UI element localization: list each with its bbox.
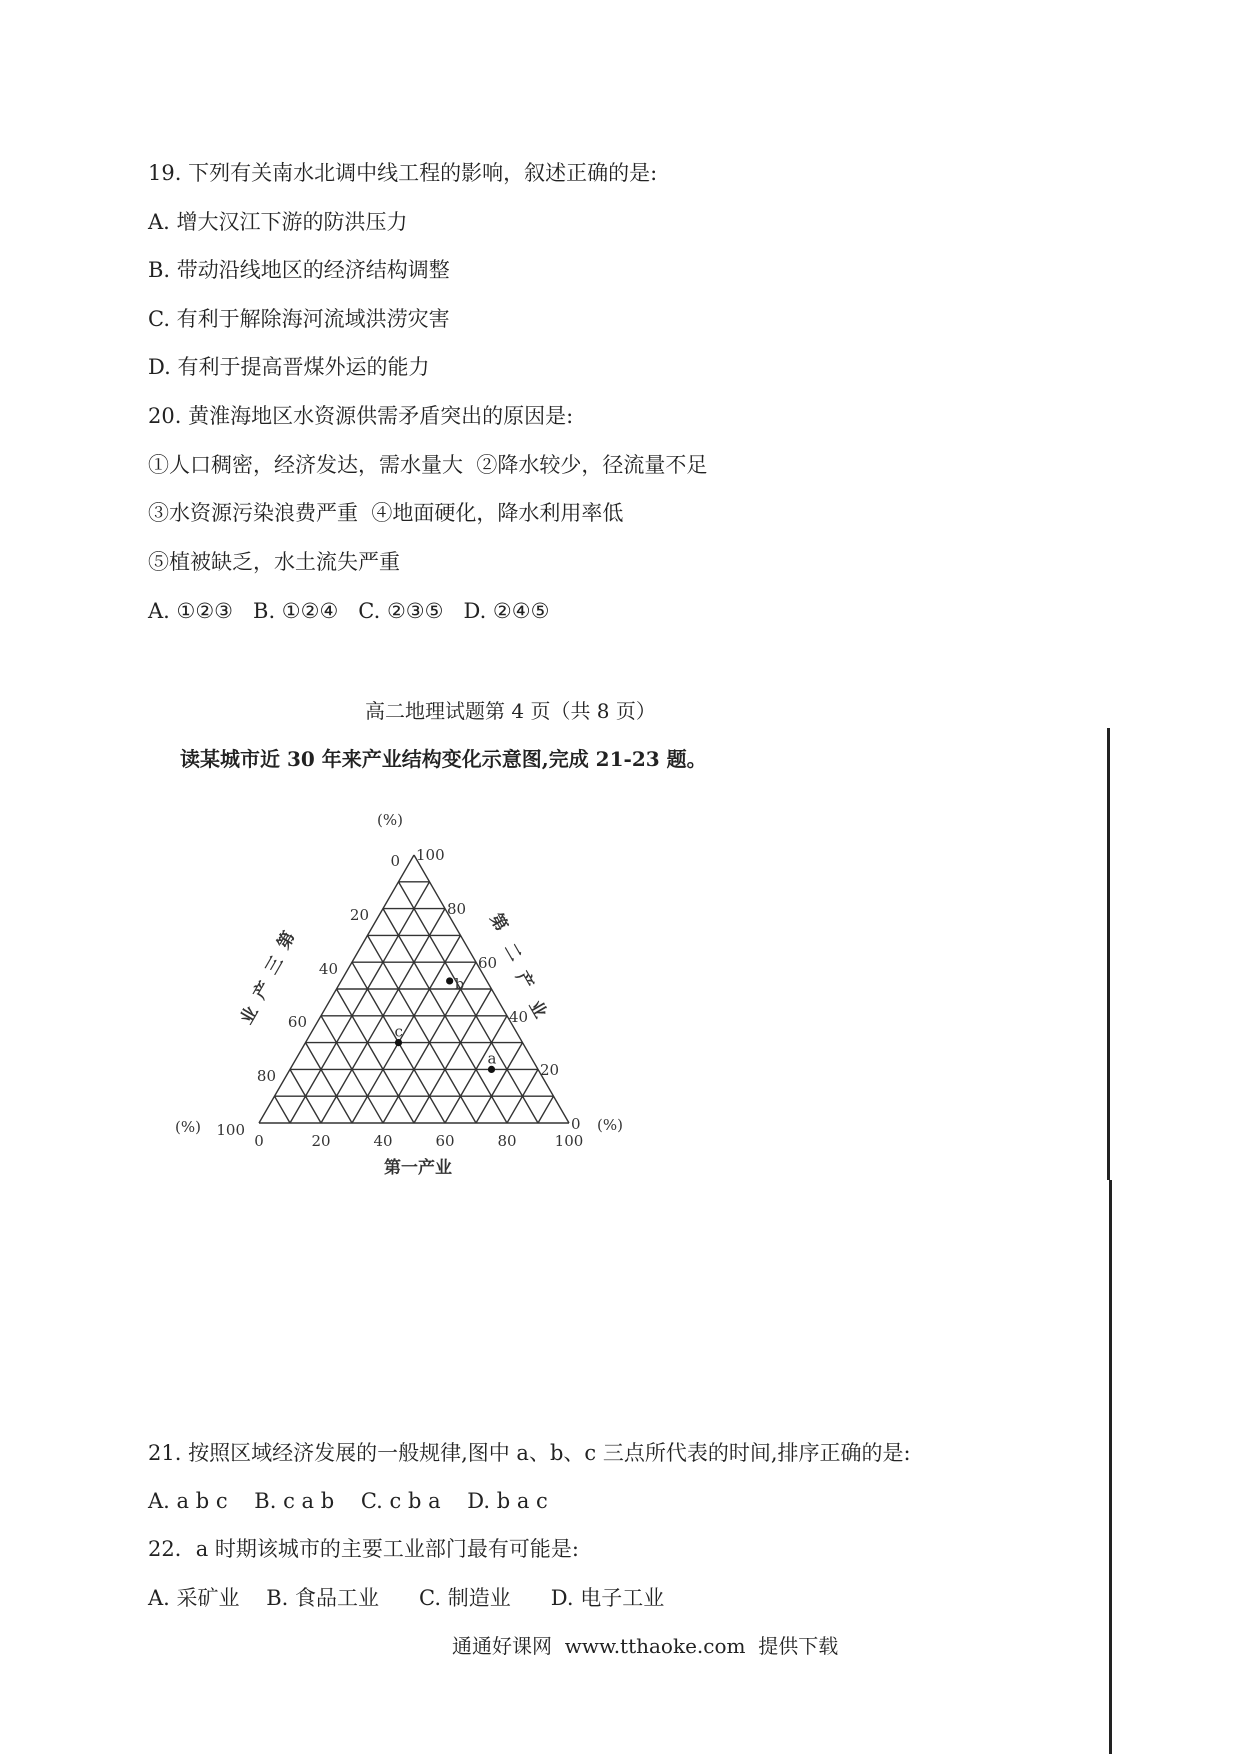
point-label-a: a: [487, 1049, 497, 1068]
percent-label-top: (%): [377, 811, 403, 829]
right-axis-char-4: 业: [524, 997, 551, 1022]
q22-answer-options: A. 采矿业 B. 食品工业 C. 制造业 D. 电子工业: [148, 1586, 665, 1610]
q19-stem: 19. 下列有关南水北调中线工程的影响，叙述正确的是:: [148, 161, 658, 185]
grid-line-parallel-left: [368, 935, 477, 1123]
left-tick-20: 20: [349, 906, 369, 924]
left-tick-40: 40: [318, 960, 338, 978]
q20-item-3: ⑤植被缺乏，水土流失严重: [148, 550, 400, 574]
q19-option-b: B. 带动沿线地区的经济结构调整: [148, 258, 450, 282]
page-edge-rule: [1107, 728, 1110, 1180]
page-header: 高二地理试题第 4 页（共 8 页）: [365, 699, 656, 723]
grid-line-parallel-right: [538, 1096, 554, 1123]
q20-item-1: ①人口稠密，经济发达，需水量大 ②降水较少，径流量不足: [148, 453, 708, 477]
left-axis-char-4: 业: [236, 1003, 263, 1028]
left-axis-char-3: 产: [249, 978, 276, 1003]
q20-stem: 20. 黄淮海地区水资源供需矛盾突出的原因是:: [148, 404, 574, 428]
bottom-tick-60: 60: [435, 1132, 455, 1150]
right-axis-char-2: 二: [499, 940, 526, 965]
point-label-c: c: [394, 1022, 403, 1041]
bottom-tick-80: 80: [497, 1132, 517, 1150]
section-intro: 读某城市近 30 年来产业结构变化示意图,完成 21-23 题。: [180, 747, 707, 771]
q19-option-d: D. 有利于提高晋煤外运的能力: [148, 355, 430, 379]
right-axis-char-1: 第: [485, 910, 512, 935]
bottom-tick-40: 40: [373, 1132, 393, 1150]
left-axis-char-2: 三: [261, 953, 288, 978]
grid-line-parallel-left: [399, 882, 539, 1123]
q19-option-a: A. 增大汉江下游的防洪压力: [148, 210, 408, 234]
right-tick-0: 0: [571, 1115, 581, 1133]
industry-structure-ternary-diagram: [160, 800, 680, 1180]
q19-option-c: C. 有利于解除海河流域洪涝灾害: [148, 307, 450, 331]
bottom-tick-0: 0: [254, 1132, 264, 1150]
left-tick-80: 80: [256, 1067, 276, 1085]
bottom-axis-label: 第一产业: [384, 1158, 452, 1178]
right-tick-20: 20: [540, 1061, 560, 1079]
q22-stem: 22．a 时期该城市的主要工业部门最有可能是:: [148, 1537, 579, 1561]
q20-answer-options: A. ①②③ B. ①②④ C. ②③⑤ D. ②④⑤: [148, 599, 550, 623]
right-axis-char-3: 产: [511, 968, 538, 993]
percent-label-left: (%): [175, 1118, 201, 1136]
page-edge-rule: [1109, 1180, 1112, 1754]
point-label-b: b: [454, 974, 465, 993]
grid-line-parallel-left: [337, 989, 415, 1123]
bottom-tick-20: 20: [311, 1132, 331, 1150]
left-tick-100: 100: [216, 1121, 245, 1139]
grid-line-parallel-right: [414, 989, 492, 1123]
grid-line-parallel-right: [352, 935, 461, 1123]
q21-answer-options: A. a b c B. c a b C. c b a D. b a c: [148, 1489, 548, 1513]
grid-line-parallel-left: [275, 1096, 291, 1123]
left-axis-char-1: 第: [273, 928, 300, 953]
right-tick-80: 80: [447, 900, 467, 918]
q20-item-2: ③水资源污染浪费严重 ④地面硬化，降水利用率低: [148, 501, 624, 525]
right-tick-100: 100: [416, 846, 445, 864]
percent-label-right: (%): [597, 1116, 623, 1134]
q21-stem: 21. 按照区域经济发展的一般规律,图中 a、b、c 三点所代表的时间,排序正确的是:: [148, 1441, 911, 1465]
bottom-tick-100: 100: [554, 1132, 584, 1150]
right-tick-40: 40: [509, 1008, 529, 1026]
right-tick-60: 60: [478, 954, 498, 972]
point-b: [446, 977, 453, 984]
left-tick-60: 60: [287, 1013, 307, 1031]
left-tick-0: 0: [390, 852, 400, 870]
footer-source: 通通好课网 www.tthaoke.com 提供下载: [452, 1634, 839, 1658]
